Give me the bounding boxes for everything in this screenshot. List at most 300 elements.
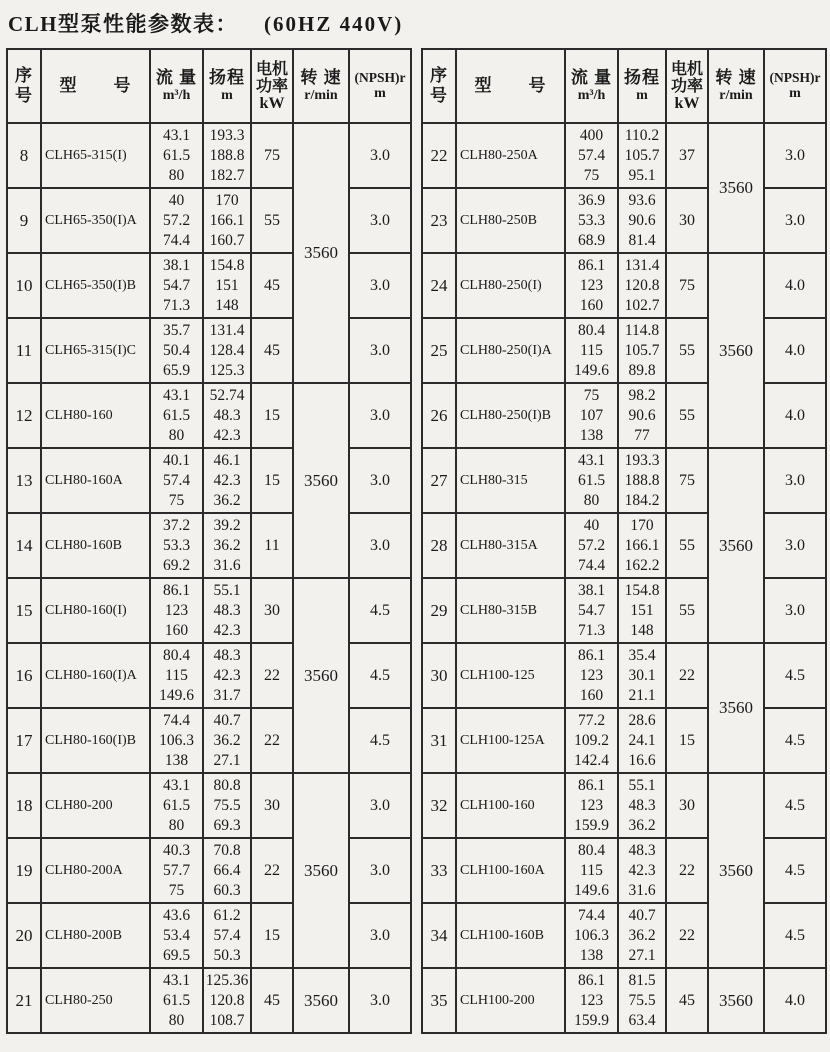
model-cell: CLH80-200 — [41, 773, 150, 838]
value-line: 80 — [168, 426, 185, 444]
model-cell: CLH80-315A — [456, 513, 565, 578]
value-line: 57.4 — [162, 471, 191, 489]
value-line: 75 — [168, 881, 185, 899]
value-line: 36.2 — [213, 491, 241, 509]
value-line: 123 — [164, 601, 189, 619]
npsh-cell: 4.0 — [764, 253, 826, 318]
speed-cell: 3560 — [293, 578, 349, 773]
flow-cell — [150, 578, 203, 643]
npsh-cell: 3.0 — [349, 903, 411, 968]
head-cell — [618, 838, 666, 903]
npsh-cell: 4.0 — [764, 383, 826, 448]
serial-cell: 30 — [422, 643, 456, 708]
value-line: 159.9 — [574, 1011, 609, 1029]
model-cell: CLH80-250(I) — [456, 253, 565, 318]
head-cell — [618, 253, 666, 318]
model-cell: CLH100-160 — [456, 773, 565, 838]
flow-cell — [150, 968, 203, 1033]
npsh-cell: 4.0 — [764, 968, 826, 1033]
table-row — [7, 513, 411, 578]
flow-cell — [150, 188, 203, 253]
value-line: 42.3 — [213, 621, 241, 639]
head-cell — [618, 578, 666, 643]
value-line: 138 — [164, 751, 189, 769]
value-line: 75.5 — [628, 991, 656, 1009]
value-line: 115 — [165, 666, 188, 684]
value-line: 36.2 — [213, 536, 241, 554]
model-cell: CLH65-315(I) — [41, 123, 150, 188]
serial-cell: 35 — [422, 968, 456, 1033]
value-line: 71.3 — [577, 621, 606, 639]
col-flow-header — [565, 49, 618, 123]
model-cell: CLH80-200A — [41, 838, 150, 903]
serial-cell: 32 — [422, 773, 456, 838]
value-line: 61.2 — [213, 906, 241, 924]
head-cell — [203, 903, 251, 968]
value-line: 77.2 — [577, 711, 606, 729]
value-line: 42.3 — [628, 861, 656, 879]
value-line: 52.74 — [209, 386, 245, 404]
value-line: 75 — [583, 166, 600, 184]
value-line: 108.7 — [209, 1011, 245, 1029]
flow-cell — [150, 318, 203, 383]
value-line: 38.1 — [577, 581, 606, 599]
speed-cell: 3560 — [293, 773, 349, 968]
value-line: 106.3 — [159, 731, 194, 749]
col-power-line2: 功率 — [670, 77, 703, 95]
serial-cell: 27 — [422, 448, 456, 513]
col-npsh-label: (NPSH)r — [354, 70, 406, 85]
value-line: 55.1 — [213, 581, 241, 599]
head-cell — [618, 773, 666, 838]
power-cell: 22 — [666, 903, 708, 968]
power-cell: 15 — [666, 708, 708, 773]
value-line: 80 — [168, 166, 185, 184]
value-line: 53.4 — [162, 926, 191, 944]
power-cell: 45 — [251, 968, 293, 1033]
power-cell: 55 — [666, 578, 708, 643]
value-line: 37.2 — [162, 516, 191, 534]
head-cell — [203, 643, 251, 708]
value-line: 149.6 — [574, 361, 609, 379]
npsh-cell: 4.5 — [764, 643, 826, 708]
col-model-header: 型 号 — [456, 49, 565, 123]
value-line: 162.2 — [624, 556, 660, 574]
flow-cell — [565, 578, 618, 643]
value-line: 16.6 — [628, 751, 656, 769]
value-line: 31.6 — [213, 556, 241, 574]
value-line: 57.2 — [577, 536, 606, 554]
table-row — [422, 383, 826, 448]
npsh-cell: 3.0 — [349, 968, 411, 1033]
table-row — [422, 968, 826, 1033]
value-line: 21.1 — [628, 686, 656, 704]
serial-cell: 28 — [422, 513, 456, 578]
value-line: 66.4 — [213, 861, 241, 879]
col-npsh-header — [764, 49, 826, 123]
value-line: 40.3 — [162, 841, 191, 859]
value-line: 43.1 — [162, 971, 191, 989]
npsh-cell: 4.0 — [764, 318, 826, 383]
speed-cell: 3560 — [708, 773, 764, 968]
value-line: 148 — [630, 621, 654, 639]
page-title-subtitle: (60HZ 440V) — [264, 12, 404, 36]
value-line: 35.7 — [162, 321, 191, 339]
table-body-left — [7, 123, 411, 1033]
value-line: 53.3 — [162, 536, 191, 554]
value-line: 43.1 — [577, 451, 606, 469]
head-cell — [203, 253, 251, 318]
model-cell: CLH80-315 — [456, 448, 565, 513]
table-row — [422, 773, 826, 838]
power-cell: 22 — [251, 643, 293, 708]
flow-cell — [565, 838, 618, 903]
value-line: 86.1 — [577, 776, 606, 794]
head-cell — [618, 643, 666, 708]
value-line: 86.1 — [577, 646, 606, 664]
value-line: 80.4 — [577, 321, 606, 339]
serial-cell: 8 — [7, 123, 41, 188]
model-cell: CLH80-160(I)B — [41, 708, 150, 773]
npsh-cell: 4.5 — [349, 643, 411, 708]
value-line: 61.5 — [162, 146, 191, 164]
flow-cell — [565, 253, 618, 318]
table-row — [422, 708, 826, 773]
head-cell — [203, 578, 251, 643]
value-line: 50.4 — [162, 341, 191, 359]
head-cell — [618, 318, 666, 383]
value-line: 80 — [168, 816, 185, 834]
value-line: 166.1 — [209, 211, 245, 229]
value-line: 36.2 — [628, 926, 656, 944]
col-power-line3: kW — [259, 94, 285, 112]
value-line: 77 — [634, 426, 650, 444]
model-cell: CLH100-160A — [456, 838, 565, 903]
col-npsh-label: (NPSH)r — [769, 70, 821, 85]
flow-cell — [565, 643, 618, 708]
col-flow-label: 流 量 — [155, 68, 198, 87]
value-line: 48.3 — [213, 406, 241, 424]
table-row — [422, 643, 826, 708]
value-line: 48.3 — [628, 796, 656, 814]
flow-cell — [565, 903, 618, 968]
col-head-label: 扬程 — [624, 68, 660, 87]
col-head-header — [203, 49, 251, 123]
value-line: 123 — [579, 666, 604, 684]
power-cell: 45 — [666, 968, 708, 1033]
value-line: 42.3 — [213, 666, 241, 684]
value-line: 36.9 — [577, 191, 606, 209]
value-line: 81.4 — [628, 231, 656, 249]
value-line: 74.4 — [162, 231, 191, 249]
value-line: 48.3 — [213, 601, 241, 619]
col-flow-unit: m³/h — [162, 88, 191, 103]
value-line: 42.3 — [213, 426, 241, 444]
head-cell — [203, 123, 251, 188]
value-line: 57.4 — [213, 926, 241, 944]
col-head-unit: m — [221, 88, 233, 103]
head-cell — [618, 188, 666, 253]
table-row — [422, 253, 826, 318]
value-line: 36.2 — [628, 816, 656, 834]
power-cell: 15 — [251, 383, 293, 448]
value-line: 105.7 — [624, 341, 660, 359]
value-line: 69.3 — [213, 816, 241, 834]
head-cell — [618, 123, 666, 188]
value-line: 90.6 — [628, 211, 656, 229]
value-line: 138 — [579, 426, 604, 444]
model-cell: CLH80-250A — [456, 123, 565, 188]
col-serial-header — [422, 49, 456, 123]
flow-cell — [150, 773, 203, 838]
value-line: 40 — [583, 516, 600, 534]
power-cell: 22 — [666, 643, 708, 708]
col-speed-label: 转 速 — [300, 68, 342, 87]
value-line: 80.4 — [577, 841, 606, 859]
value-line: 160 — [579, 296, 604, 314]
col-power-line3: kW — [674, 94, 700, 112]
serial-cell: 9 — [7, 188, 41, 253]
flow-cell — [565, 318, 618, 383]
head-cell — [203, 773, 251, 838]
table-row — [7, 318, 411, 383]
value-line: 61.5 — [162, 796, 191, 814]
serial-cell: 11 — [7, 318, 41, 383]
value-line: 30.1 — [628, 666, 656, 684]
value-line: 170 — [215, 191, 239, 209]
serial-cell: 22 — [422, 123, 456, 188]
table-row — [7, 383, 411, 448]
serial-cell: 25 — [422, 318, 456, 383]
value-line: 86.1 — [577, 971, 606, 989]
value-line: 57.7 — [162, 861, 191, 879]
value-line: 131.4 — [624, 256, 660, 274]
serial-cell: 19 — [7, 838, 41, 903]
head-cell — [618, 903, 666, 968]
value-line: 38.1 — [162, 256, 191, 274]
serial-cell: 29 — [422, 578, 456, 643]
col-serial-line2: 号 — [430, 86, 448, 105]
value-line: 35.4 — [628, 646, 656, 664]
table-row — [7, 253, 411, 318]
value-line: 43.6 — [162, 906, 191, 924]
value-line: 151 — [215, 276, 239, 294]
header-row — [7, 49, 411, 123]
value-line: 53.3 — [577, 211, 606, 229]
head-cell — [618, 448, 666, 513]
model-cell: CLH100-160B — [456, 903, 565, 968]
value-line: 80 — [168, 1011, 185, 1029]
power-cell: 75 — [251, 123, 293, 188]
power-cell: 15 — [251, 448, 293, 513]
value-line: 40.7 — [213, 711, 241, 729]
flow-cell — [565, 513, 618, 578]
value-line: 193.3 — [209, 126, 245, 144]
serial-cell: 33 — [422, 838, 456, 903]
head-cell — [203, 708, 251, 773]
serial-cell: 18 — [7, 773, 41, 838]
model-cell: CLH80-160A — [41, 448, 150, 513]
serial-cell: 10 — [7, 253, 41, 318]
value-line: 149.6 — [574, 881, 609, 899]
value-line: 24.1 — [628, 731, 656, 749]
value-line: 148 — [215, 296, 239, 314]
value-line: 43.1 — [162, 386, 191, 404]
value-line: 36.2 — [213, 731, 241, 749]
value-line: 80 — [583, 491, 600, 509]
npsh-cell: 3.0 — [349, 448, 411, 513]
npsh-cell: 3.0 — [764, 578, 826, 643]
col-speed-unit: r/min — [304, 88, 338, 103]
head-cell — [618, 513, 666, 578]
value-line: 86.1 — [162, 581, 191, 599]
model-cell: CLH80-250(I)B — [456, 383, 565, 448]
value-line: 110.2 — [624, 126, 660, 144]
table-row — [7, 773, 411, 838]
table-row — [422, 578, 826, 643]
flow-cell — [565, 968, 618, 1033]
col-npsh-unit: m — [374, 86, 386, 101]
flow-cell — [565, 123, 618, 188]
col-power-header — [251, 49, 293, 123]
col-speed-header — [293, 49, 349, 123]
table-row — [7, 903, 411, 968]
col-flow-header — [150, 49, 203, 123]
serial-cell: 14 — [7, 513, 41, 578]
serial-cell: 13 — [7, 448, 41, 513]
value-line: 75.5 — [213, 796, 241, 814]
speed-cell: 3560 — [293, 968, 349, 1033]
table-row — [7, 838, 411, 903]
flow-cell — [150, 383, 203, 448]
pump-table-left — [6, 48, 412, 1034]
value-line: 114.8 — [624, 321, 660, 339]
pump-table-right — [421, 48, 827, 1034]
speed-cell: 3560 — [708, 123, 764, 253]
npsh-cell: 4.5 — [764, 838, 826, 903]
model-cell: CLH100-125 — [456, 643, 565, 708]
value-line: 43.1 — [162, 126, 191, 144]
flow-cell — [150, 838, 203, 903]
serial-cell: 24 — [422, 253, 456, 318]
value-line: 27.1 — [213, 751, 241, 769]
power-cell: 11 — [251, 513, 293, 578]
value-line: 160 — [164, 621, 189, 639]
value-line: 61.5 — [577, 471, 606, 489]
npsh-cell: 3.0 — [349, 253, 411, 318]
col-power-header — [666, 49, 708, 123]
serial-cell: 23 — [422, 188, 456, 253]
table-row — [422, 123, 826, 188]
speed-cell: 3560 — [293, 123, 349, 383]
value-line: 125.36 — [205, 971, 249, 989]
value-line: 142.4 — [574, 751, 609, 769]
value-line: 123 — [579, 796, 604, 814]
col-head-header — [618, 49, 666, 123]
value-line: 55.1 — [628, 776, 656, 794]
speed-cell: 3560 — [293, 383, 349, 578]
npsh-cell: 3.0 — [349, 513, 411, 578]
npsh-cell: 3.0 — [764, 513, 826, 578]
flow-cell — [565, 773, 618, 838]
model-cell: CLH80-160(I) — [41, 578, 150, 643]
col-power-line1: 电机 — [255, 60, 288, 78]
value-line: 74.4 — [577, 906, 606, 924]
value-line: 61.5 — [162, 991, 191, 1009]
col-speed-label: 转 速 — [715, 68, 757, 87]
value-line: 48.3 — [628, 841, 656, 859]
table-row — [422, 318, 826, 383]
npsh-cell: 3.0 — [349, 318, 411, 383]
value-line: 50.3 — [213, 946, 241, 964]
value-line: 74.4 — [162, 711, 191, 729]
serial-cell: 17 — [7, 708, 41, 773]
power-cell: 30 — [666, 773, 708, 838]
power-cell: 55 — [666, 383, 708, 448]
flow-cell — [150, 708, 203, 773]
speed-cell: 3560 — [708, 968, 764, 1033]
value-line: 166.1 — [624, 536, 660, 554]
value-line: 149.6 — [159, 686, 194, 704]
value-line: 54.7 — [162, 276, 191, 294]
value-line: 193.3 — [624, 451, 660, 469]
power-cell: 45 — [251, 318, 293, 383]
table-row — [7, 708, 411, 773]
value-line: 123 — [579, 991, 604, 1009]
value-line: 69.5 — [162, 946, 191, 964]
table-row — [422, 838, 826, 903]
value-line: 154.8 — [624, 581, 660, 599]
table-row — [422, 188, 826, 253]
value-line: 65.9 — [162, 361, 191, 379]
model-cell: CLH80-200B — [41, 903, 150, 968]
flow-cell — [150, 448, 203, 513]
value-line: 102.7 — [624, 296, 660, 314]
value-line: 106.3 — [574, 926, 609, 944]
flow-cell — [565, 383, 618, 448]
model-cell: CLH65-315(I)C — [41, 318, 150, 383]
value-line: 159.9 — [574, 816, 609, 834]
value-line: 28.6 — [628, 711, 656, 729]
speed-cell: 3560 — [708, 253, 764, 448]
value-line: 131.4 — [209, 321, 245, 339]
value-line: 93.6 — [628, 191, 656, 209]
power-cell: 22 — [251, 708, 293, 773]
value-line: 57.2 — [162, 211, 191, 229]
power-cell: 22 — [666, 838, 708, 903]
value-line: 154.8 — [209, 256, 245, 274]
model-cell: CLH80-160B — [41, 513, 150, 578]
page-title-text: CLH型泵性能参数表： — [8, 12, 239, 36]
value-line: 400 — [579, 126, 604, 144]
value-line: 75 — [583, 386, 600, 404]
power-cell: 55 — [666, 513, 708, 578]
value-line: 74.4 — [577, 556, 606, 574]
value-line: 70.8 — [213, 841, 241, 859]
value-line: 39.2 — [213, 516, 241, 534]
value-line: 115 — [580, 861, 603, 879]
value-line: 138 — [579, 946, 604, 964]
table-row — [422, 513, 826, 578]
serial-cell: 26 — [422, 383, 456, 448]
model-cell: CLH100-200 — [456, 968, 565, 1033]
head-cell — [618, 968, 666, 1033]
value-line: 115 — [580, 341, 603, 359]
model-cell: CLH80-250(I)A — [456, 318, 565, 383]
value-line: 188.8 — [624, 471, 660, 489]
power-cell: 37 — [666, 123, 708, 188]
serial-cell: 15 — [7, 578, 41, 643]
